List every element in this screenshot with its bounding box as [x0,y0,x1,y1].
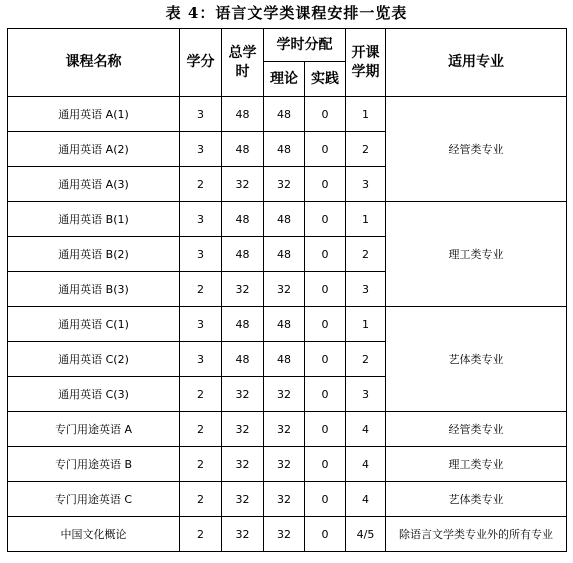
header-row [8,29,567,62]
total-hours-cell: 48 [222,237,264,272]
practice-hours-cell: 0 [305,202,346,237]
theory-hours-cell: 48 [264,97,305,132]
semester-cell: 2 [346,237,386,272]
theory-hours-cell: 48 [264,132,305,167]
total-hours-cell: 32 [222,272,264,307]
table-row [8,447,567,482]
credits-cell: 2 [180,517,222,552]
semester-cell: 4 [346,447,386,482]
major-cell: 艺体类专业 [386,307,567,412]
practice-hours-cell: 0 [305,377,346,412]
credits-cell: 3 [180,342,222,377]
semester-cell: 4 [346,482,386,517]
semester-cell: 1 [346,202,386,237]
major-cell: 理工类专业 [386,447,567,482]
total-hours-cell: 48 [222,202,264,237]
table-row [8,307,567,342]
credits-cell: 2 [180,412,222,447]
table-row [8,202,567,237]
theory-hours-cell: 32 [264,517,305,552]
table-row [8,517,567,552]
total-hours-cell: 32 [222,482,264,517]
practice-hours-cell: 0 [305,237,346,272]
semester-cell: 3 [346,377,386,412]
semester-cell: 4/5 [346,517,386,552]
practice-hours-cell: 0 [305,482,346,517]
theory-hours-cell: 48 [264,237,305,272]
table-row [8,97,567,132]
course-name-cell: 通用英语 B(1) [8,202,180,237]
major-cell: 经管类专业 [386,97,567,202]
semester-cell: 2 [346,132,386,167]
course-name-cell: 通用英语 C(3) [8,377,180,412]
theory-hours-cell: 32 [264,447,305,482]
practice-hours-cell: 0 [305,167,346,202]
practice-hours-cell: 0 [305,272,346,307]
header-total-hours: 总学时 [222,29,264,97]
total-hours-cell: 48 [222,342,264,377]
credits-cell: 3 [180,307,222,342]
total-hours-cell: 32 [222,167,264,202]
theory-hours-cell: 48 [264,202,305,237]
major-cell: 理工类专业 [386,202,567,307]
total-hours-cell: 48 [222,132,264,167]
semester-cell: 1 [346,97,386,132]
course-name-cell: 中国文化概论 [8,517,180,552]
practice-hours-cell: 0 [305,132,346,167]
course-name-cell: 专门用途英语 A [8,412,180,447]
header-hours-split: 学时分配 [264,29,346,62]
theory-hours-cell: 48 [264,342,305,377]
header-major: 适用专业 [386,29,567,97]
credits-cell: 3 [180,202,222,237]
credits-cell: 2 [180,167,222,202]
credits-cell: 2 [180,447,222,482]
course-name-cell: 专门用途英语 C [8,482,180,517]
total-hours-cell: 32 [222,377,264,412]
semester-cell: 4 [346,412,386,447]
header-theory: 理论 [264,62,305,97]
table-row [8,482,567,517]
header-practice: 实践 [305,62,346,97]
header-course-name: 课程名称 [8,29,180,97]
major-cell: 除语言文学类专业外的所有专业 [386,517,567,552]
semester-cell: 3 [346,272,386,307]
course-name-cell: 通用英语 B(2) [8,237,180,272]
course-name-cell: 通用英语 A(3) [8,167,180,202]
table-row [8,412,567,447]
practice-hours-cell: 0 [305,97,346,132]
course-name-cell: 专门用途英语 B [8,447,180,482]
credits-cell: 2 [180,272,222,307]
course-name-cell: 通用英语 A(1) [8,97,180,132]
theory-hours-cell: 32 [264,482,305,517]
semester-cell: 3 [346,167,386,202]
credits-cell: 2 [180,377,222,412]
header-semester: 开课学期 [346,29,386,97]
practice-hours-cell: 0 [305,447,346,482]
credits-cell: 3 [180,132,222,167]
theory-hours-cell: 48 [264,307,305,342]
total-hours-cell: 32 [222,517,264,552]
total-hours-cell: 32 [222,412,264,447]
theory-hours-cell: 32 [264,377,305,412]
total-hours-cell: 48 [222,97,264,132]
total-hours-cell: 48 [222,307,264,342]
course-table [7,28,567,552]
theory-hours-cell: 32 [264,167,305,202]
credits-cell: 3 [180,237,222,272]
course-name-cell: 通用英语 A(2) [8,132,180,167]
major-cell: 艺体类专业 [386,482,567,517]
semester-cell: 1 [346,307,386,342]
practice-hours-cell: 0 [305,307,346,342]
theory-hours-cell: 32 [264,412,305,447]
total-hours-cell: 32 [222,447,264,482]
practice-hours-cell: 0 [305,517,346,552]
course-name-cell: 通用英语 C(1) [8,307,180,342]
practice-hours-cell: 0 [305,412,346,447]
course-name-cell: 通用英语 C(2) [8,342,180,377]
credits-cell: 2 [180,482,222,517]
credits-cell: 3 [180,97,222,132]
theory-hours-cell: 32 [264,272,305,307]
table-title: 表 4：语言文学类课程安排一览表 [165,4,408,22]
major-cell: 经管类专业 [386,412,567,447]
header-credits: 学分 [180,29,222,97]
course-name-cell: 通用英语 B(3) [8,272,180,307]
practice-hours-cell: 0 [305,342,346,377]
semester-cell: 2 [346,342,386,377]
